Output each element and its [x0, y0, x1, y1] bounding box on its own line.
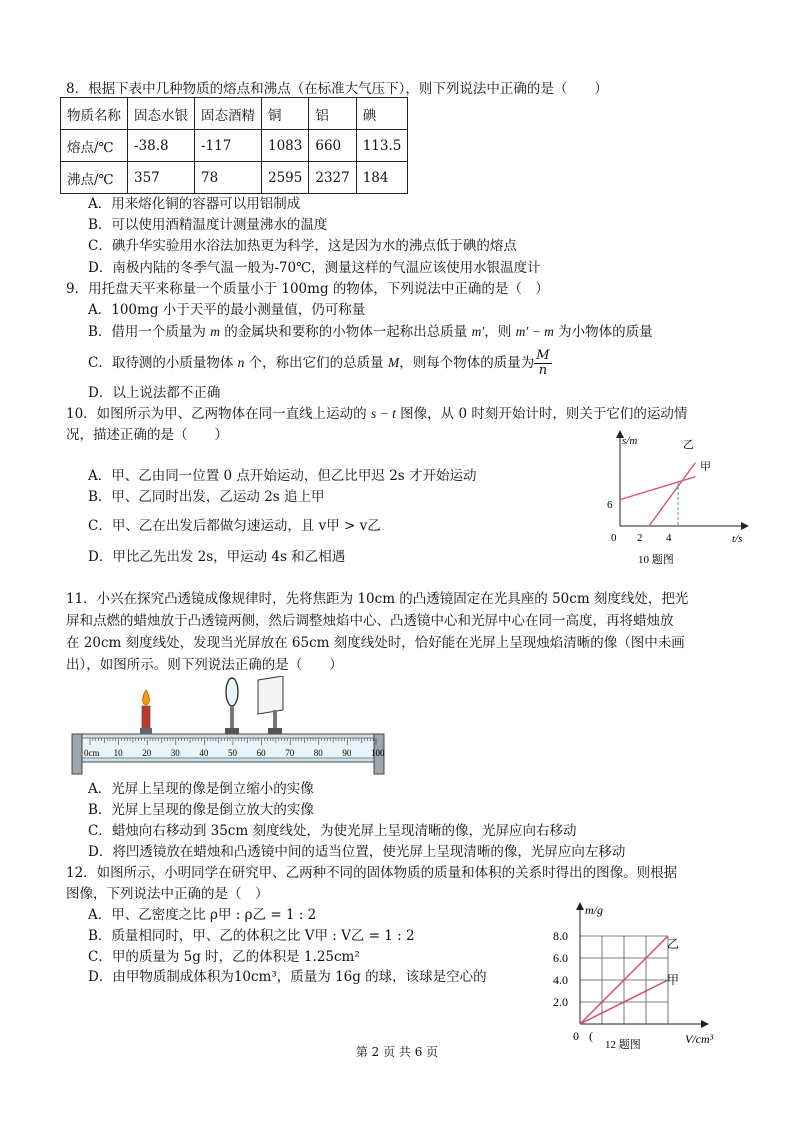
q10-stem: 10．如图所示为甲、乙两物体在同一直线上运动的 s − t 图像，从 0 时刻开始计时，则关于它们的运动情: [66, 406, 688, 422]
table-row: [61, 130, 408, 162]
q12-stem-line2: 图像，下列说法中正确的是（ ）: [66, 886, 269, 902]
y-tick-4: 4.0: [553, 973, 568, 987]
table-cell: 物质名称: [61, 98, 128, 130]
q8-option-d: D．南极内陆的冬季气温一般为-70℃，测量这样的气温应该使用水银温度计: [88, 260, 541, 276]
table-cell: 固态水银: [128, 98, 195, 130]
q12-stem-line1: 12．如图所示，小明同学在研究甲、乙两种不同的固体物质的质量和体积的关系时得出的图像。则根据: [66, 865, 678, 881]
light-screen: [258, 676, 283, 734]
q10-option-d: D．甲比乙先出发 2s，甲运动 4s 和乙相遇: [88, 549, 346, 565]
figure-caption: 10 题图: [638, 554, 674, 566]
series-label-jia: 甲: [667, 973, 680, 987]
series-line-jia: [620, 477, 695, 500]
q9-option-d: D．以上说法都不正确: [88, 385, 221, 401]
q11-stem-line1: 11．小兴在探究凸透镜成像规律时，先将焦距为 10cm 的凸透镜固定在光具座的 50cm 刻度线处，把光: [66, 591, 689, 607]
q12-option-d: D．由甲物质制成体积为10cm³，质量为 16g 的球，该球是空心的: [88, 969, 487, 985]
q11-stem-line3: 在 20cm 刻度线处，发现当光屏放在 65cm 刻度线处时，恰好能在光屏上呈现烛焰清晰的像（图中未画: [66, 635, 685, 651]
q8-option-c: C．碘升华实验用水浴法加热更为科学，这是因为水的沸点低于碘的熔点: [88, 238, 517, 254]
scale-label: 10: [113, 748, 123, 758]
x-axis-label: V/cm³: [685, 1032, 714, 1046]
table-cell: 78: [195, 162, 262, 194]
x-tick-0: 0: [573, 1029, 579, 1043]
q12-option-b: B．质量相同时，甲、乙的体积之比 V甲 : V乙 = 1 : 2: [88, 928, 415, 944]
table-row: [61, 162, 408, 194]
mass-fraction: $\frac{M}{n}$: [536, 348, 550, 378]
table-cell: 铜: [262, 98, 309, 130]
series-label-yi: 乙: [683, 439, 694, 451]
y-tick-6: 6: [607, 499, 613, 511]
scale-label: 60: [256, 748, 266, 758]
table-cell: 1083: [262, 130, 309, 162]
table-row: [61, 98, 408, 130]
table-cell: 2595: [262, 162, 309, 194]
q11-option-d: D．将凹透镜放在蜡烛和凸透镜中间的适当位置，使光屏上呈现清晰的像，光屏应向左移动: [88, 844, 626, 860]
q11-option-a: A．光屏上呈现的像是倒立缩小的实像: [88, 781, 314, 797]
stray-mark: (: [589, 1029, 593, 1043]
flame-icon: [143, 690, 150, 705]
q12-option-a: A．甲、乙密度之比 ρ甲 : ρ乙 = 1 : 2: [88, 907, 317, 923]
left-support: [72, 734, 82, 774]
scale-label: 100: [371, 748, 385, 758]
table-cell: 357: [128, 162, 195, 194]
convex-lens: [225, 678, 239, 734]
q11-option-b: B．光屏上呈现的像是倒立放大的实像: [88, 802, 314, 818]
q9-option-a: A．100mg 小于天平的最小测量值，仍可称量: [88, 302, 366, 318]
y-tick-6: 6.0: [553, 951, 568, 965]
q12-option-c: C．甲的质量为 5g 时，乙的体积是 1.25cm²: [88, 949, 360, 965]
x-axis-label: t/s: [732, 533, 743, 545]
q10-option-b: B．甲、乙同时出发，乙运动 2s 追上甲: [88, 489, 325, 505]
x-tick-0: 0: [611, 532, 617, 544]
mv-graph: [535, 900, 730, 1050]
series-label-jia: 甲: [700, 461, 711, 473]
q8-option-b: B．可以使用酒精温度计测量沸水的温度: [88, 217, 328, 233]
table-cell: 184: [356, 162, 408, 194]
table-cell: 熔点/℃: [61, 130, 128, 162]
table-cell: 113.5: [356, 130, 408, 162]
melting-boiling-table: [60, 97, 408, 194]
table-cell: 660: [309, 130, 356, 162]
st-graph: [600, 430, 760, 570]
q9-option-b: B．借用一个质量为 m 的金属块和要称的小物体一起称出总质量 m′，则 m′ − m 为小物体的质量: [88, 324, 653, 340]
scale-label: 30: [170, 748, 180, 758]
q10-stem-line2: 况，描述正确的是（ ）: [66, 427, 228, 443]
scale-label: 40: [199, 748, 209, 758]
table-cell: -117: [195, 130, 262, 162]
table-cell: 2327: [309, 162, 356, 194]
table-cell: 碘: [356, 98, 408, 130]
table-cell: -38.8: [128, 130, 195, 162]
x-tick-4: 4: [666, 532, 672, 544]
table-cell: 沸点/℃: [61, 162, 128, 194]
scale-label: 50: [228, 748, 237, 758]
scale-label: 70: [285, 748, 295, 758]
y-axis-label: s/m: [622, 435, 638, 447]
q11-stem-line4: 出），如图所示。则下列说法正确的是（ ）: [66, 657, 343, 673]
q9-stem: 9．用托盘天平来称量一个质量小于 100mg 的物体，下列说法中正确的是（ ）: [66, 281, 549, 297]
y-tick-2: 2.0: [553, 995, 568, 1009]
q11-option-c: C．蜡烛向右移动到 35cm 刻度线处，为使光屏上呈现清晰的像，光屏应向右移动: [88, 823, 577, 839]
candle: [140, 690, 152, 734]
scale-label: 80: [313, 748, 323, 758]
y-axis-label: m/g: [585, 903, 603, 917]
x-tick-2: 2: [637, 532, 643, 544]
page-footer: 第 2 页 共 6 页: [355, 1045, 439, 1059]
scale-label: 0cm: [84, 748, 100, 758]
q8-option-a: A．用来熔化铜的容器可以用铝制成: [88, 196, 301, 212]
scale-label: 20: [142, 748, 152, 758]
q8-stem: 8．根据下表中几种物质的熔点和沸点（在标准大气压下），则下列说法中正确的是（ ）: [66, 81, 608, 97]
scale-label: 90: [342, 748, 352, 758]
y-tick-8: 8.0: [553, 929, 568, 943]
optical-bench-figure: [68, 676, 398, 776]
table-cell: 固态酒精: [195, 98, 262, 130]
q11-stem-line2: 屏和点燃的蜡烛放于凸透镜两侧，然后调整烛焰中心、凸透镜中心和光屏中心在同一高度，再将蜡烛放: [66, 613, 674, 629]
series-line-yi: [649, 463, 695, 526]
q10-option-a: A．甲、乙由同一位置 0 点开始运动，但乙比甲迟 2s 才开始运动: [88, 468, 477, 484]
table-cell: 铝: [309, 98, 356, 130]
q9-option-c: C．取待测的小质量物体 n 个，称出它们的总质量 M，则每个物体的质量为 $\frac{M}{n}$: [88, 348, 550, 378]
q10-option-c: C．甲、乙在出发后都做匀速运动，且 v甲 > v乙: [88, 518, 381, 534]
series-label-yi: 乙: [667, 937, 680, 951]
figure-caption: 12 题图: [605, 1039, 641, 1050]
